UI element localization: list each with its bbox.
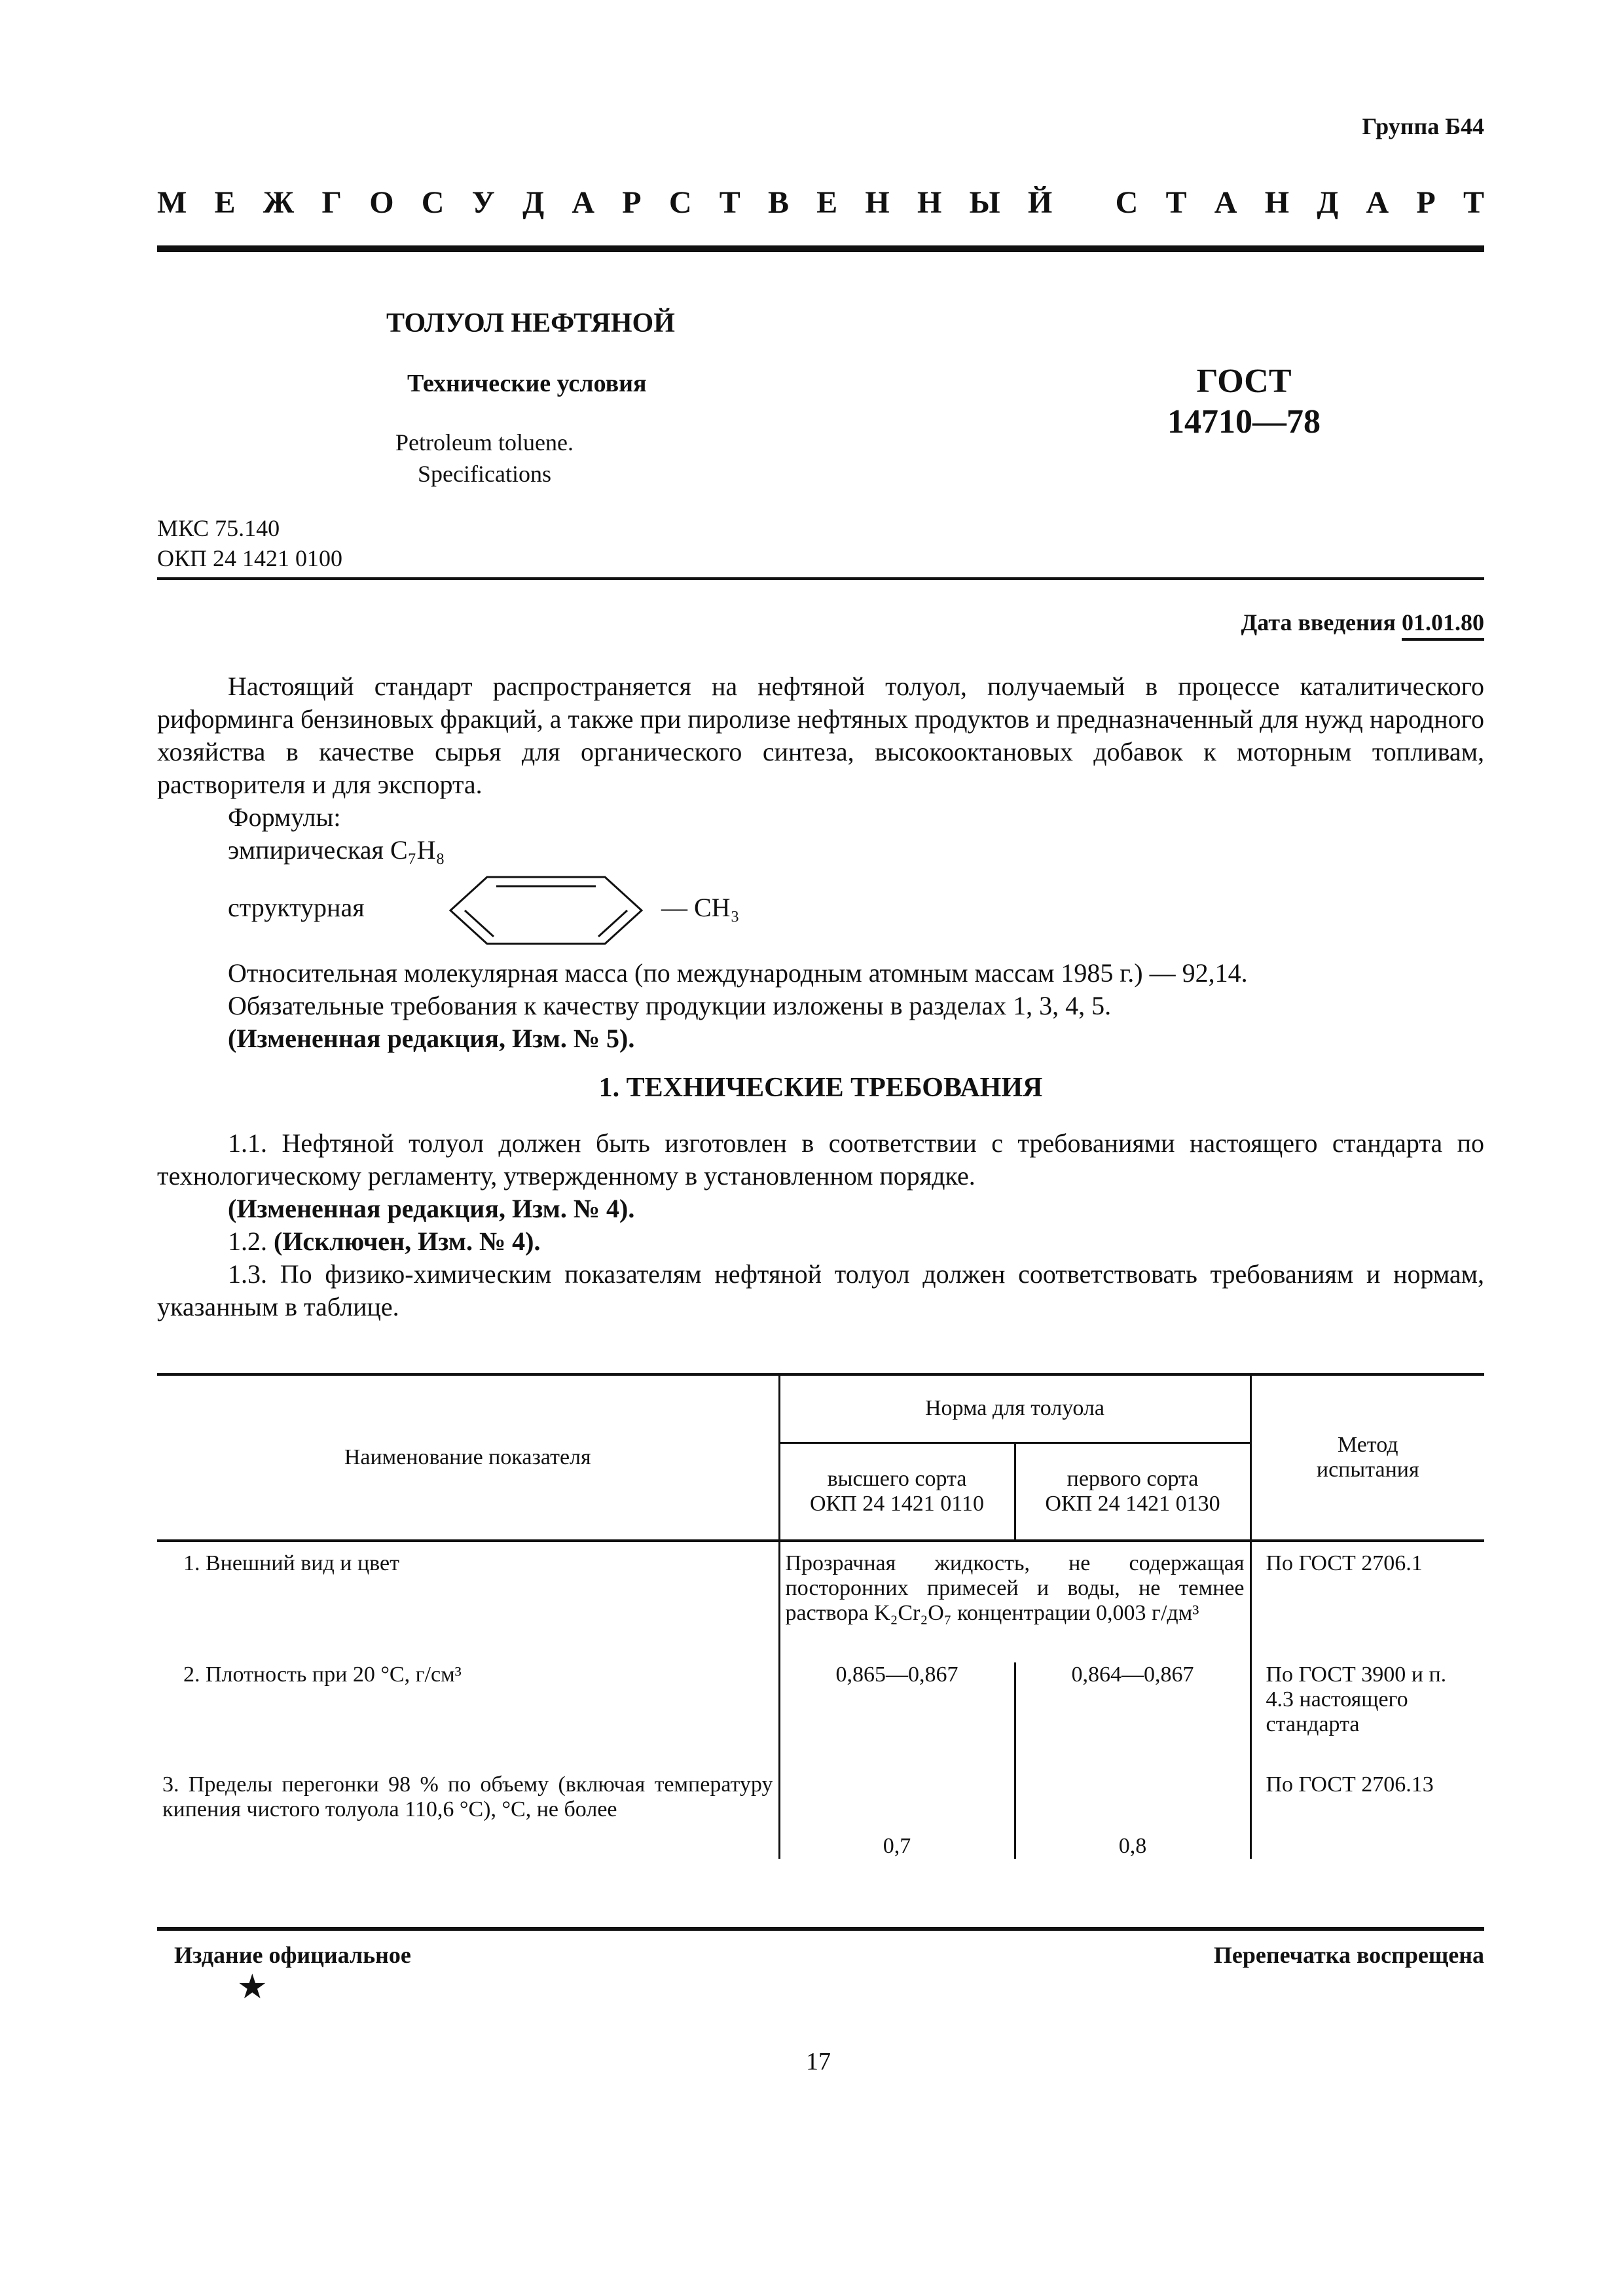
english-title — [354, 427, 615, 490]
clause-number: 1.2. — [228, 1227, 267, 1256]
header-norm: Норма для толуола — [779, 1374, 1250, 1443]
row-norm-first: 0,8 — [1015, 1772, 1250, 1859]
introduction-date — [1241, 609, 1485, 636]
banner-gap — [1080, 185, 1087, 221]
footer-rule — [157, 1927, 1484, 1931]
row-method: По ГОСТ 2706.1 — [1266, 1551, 1423, 1575]
header-parameter-name: Наименование показателя — [157, 1374, 779, 1541]
reprint-prohibited: Перепечатка воспрещена — [1213, 1942, 1484, 1968]
empirical-formula-line — [228, 834, 445, 867]
banner-letter: В — [767, 185, 789, 220]
banner-letter: А — [572, 185, 595, 220]
row-norm-high: 0,7 — [779, 1772, 1015, 1859]
grade-high-label: высшего сорта — [827, 1466, 967, 1491]
banner-letter: Н — [1264, 185, 1290, 220]
date-value: 01.01.80 — [1402, 609, 1484, 641]
row-parameter: 2. Плотность при 20 °С, г/см³ — [157, 1662, 779, 1772]
banner-letter: Н — [917, 185, 942, 220]
row-parameter: 3. Пределы перегонки 98 % по объему (включая температуру кипения чистого толуола 110,6 °С), °С, не более — [157, 1772, 779, 1859]
table-row — [157, 1541, 1484, 1662]
structural-label: структурная — [228, 893, 365, 922]
banner-letter: Ж — [263, 185, 295, 220]
banner-letter: А — [1214, 185, 1237, 220]
banner-letter: Р — [622, 185, 642, 220]
banner-letter: Н — [865, 185, 890, 220]
section-heading: 1. ТЕХНИЧЕСКИЕ ТРЕБОВАНИЯ — [598, 1073, 1043, 1103]
grade-first-okp: ОКП 24 1421 0130 — [1045, 1491, 1220, 1516]
date-label: Дата введения — [1241, 609, 1396, 636]
table-row — [157, 1662, 1484, 1772]
methyl-group: — CH₃ — [661, 893, 740, 922]
banner-letter: М — [157, 185, 187, 220]
banner-letter: С — [668, 185, 692, 220]
row-norm-high: 0,865—0,867 — [779, 1662, 1015, 1772]
row-method: По ГОСТ 3900 и п. 4.3 настоящего стандарта — [1266, 1662, 1447, 1736]
banner-letter: Е — [214, 185, 236, 220]
grade-first-label: первого сорта — [1067, 1466, 1199, 1491]
clause-1-2 — [228, 1225, 540, 1258]
header-grade-high — [779, 1443, 1015, 1541]
row-parameter: 1. Внешний вид и цвет — [157, 1541, 779, 1662]
document-title: ТОЛУОЛ НЕФТЯНОЙ — [386, 308, 675, 338]
banner-letter: Т — [1165, 185, 1187, 220]
banner-letter: Г — [321, 185, 342, 220]
row-method: По ГОСТ 2706.13 — [1266, 1772, 1434, 1797]
mks-code: МКС 75.140 — [157, 515, 280, 541]
okp-code: ОКП 24 1421 0100 — [157, 545, 343, 571]
header-rule — [157, 245, 1484, 252]
molar-mass: Относительная молекулярная масса (по международным атомным массам 1985 г.) — 92,14. — [228, 958, 1248, 988]
intro-paragraph: Настоящий стандарт распространяется на нефтяной толуол, получаемый в процессе каталитического риформинга бензиновых фракций, а также при пиролизе нефтяных продуктов и предназначенный для нужд народного хозяйства в качестве сырья для органического синтеза, высокооктановых добавок к моторным топливам, растворителя и для экспорта. — [157, 672, 1484, 799]
banner-letter: Д — [1317, 185, 1339, 220]
table-row — [157, 1772, 1484, 1859]
english-title-line: Specifications — [418, 461, 551, 487]
official-edition: Издание официальное — [174, 1942, 411, 1968]
classification-codes — [157, 513, 342, 573]
header-method — [1250, 1374, 1484, 1541]
banner-letter: Т — [719, 185, 740, 220]
quality-requirements: Обязательные требования к качеству продукции изложены в разделах 1, 3, 4, 5. — [228, 991, 1112, 1020]
banner-letter: С — [421, 185, 445, 220]
banner-letter: Е — [816, 185, 838, 220]
formulas-label: Формулы: — [228, 802, 341, 832]
empirical-formula: C₇H₈ — [390, 835, 445, 865]
clause-1-3: 1.3. По физико-химическим показателям нефтяной толуол должен соответствовать требованиям и нормам, указанным в таблице. — [157, 1259, 1484, 1321]
star-icon: ★ — [237, 1969, 268, 2006]
banner-letter: Ы — [969, 185, 1000, 220]
gost-code: 14710—78 — [1167, 403, 1321, 440]
page-number: 17 — [806, 2048, 831, 2075]
row-norm-merged: Прозрачная жидкость, не содержащая посторонних примесей и воды, не темнее раствора K₂Cr₂O₇ концентрации 0,003 г/дм³ — [779, 1541, 1250, 1662]
standard-banner — [157, 185, 1484, 221]
banner-letter: Т — [1463, 185, 1484, 220]
empirical-label: эмпирическая — [228, 835, 384, 865]
gost-label: ГОСТ — [1196, 363, 1292, 400]
banner-letter: С — [1115, 185, 1139, 220]
banner-letter: Й — [1027, 185, 1053, 220]
clause-1-1-amendment: (Измененная редакция, Изм. № 4). — [228, 1194, 635, 1223]
gost-number — [1113, 361, 1375, 442]
requirements-table — [157, 1373, 1484, 1859]
english-title-line: Petroleum toluene. — [395, 429, 574, 456]
banner-letter: Д — [522, 185, 545, 220]
clause-excluded: (Исключен, Изм. № 4). — [274, 1227, 541, 1256]
header-method-line: испытания — [1316, 1458, 1419, 1482]
grade-high-okp: ОКП 24 1421 0110 — [809, 1491, 985, 1516]
benzene-ring-diagram — [448, 874, 644, 946]
amendment-note: (Измененная редакция, Изм. № 5). — [228, 1024, 635, 1053]
header-grade-first — [1015, 1443, 1250, 1541]
header-method-line: Метод — [1337, 1433, 1398, 1457]
document-subtitle: Технические условия — [407, 370, 647, 397]
banner-letter: А — [1366, 185, 1389, 220]
group-code: Группа Б44 — [1362, 113, 1484, 139]
row-norm-first: 0,864—0,867 — [1015, 1662, 1250, 1772]
banner-letter: О — [369, 185, 394, 220]
banner-letter: У — [471, 185, 495, 220]
codes-rule — [157, 577, 1484, 580]
clause-1-1: 1.1. Нефтяной толуол должен быть изготовлен в соответствии с требованиями настоящего стандарта по технологическому регламенту, утвержденному в установленном порядке. — [157, 1128, 1484, 1191]
banner-letter: Р — [1416, 185, 1436, 220]
